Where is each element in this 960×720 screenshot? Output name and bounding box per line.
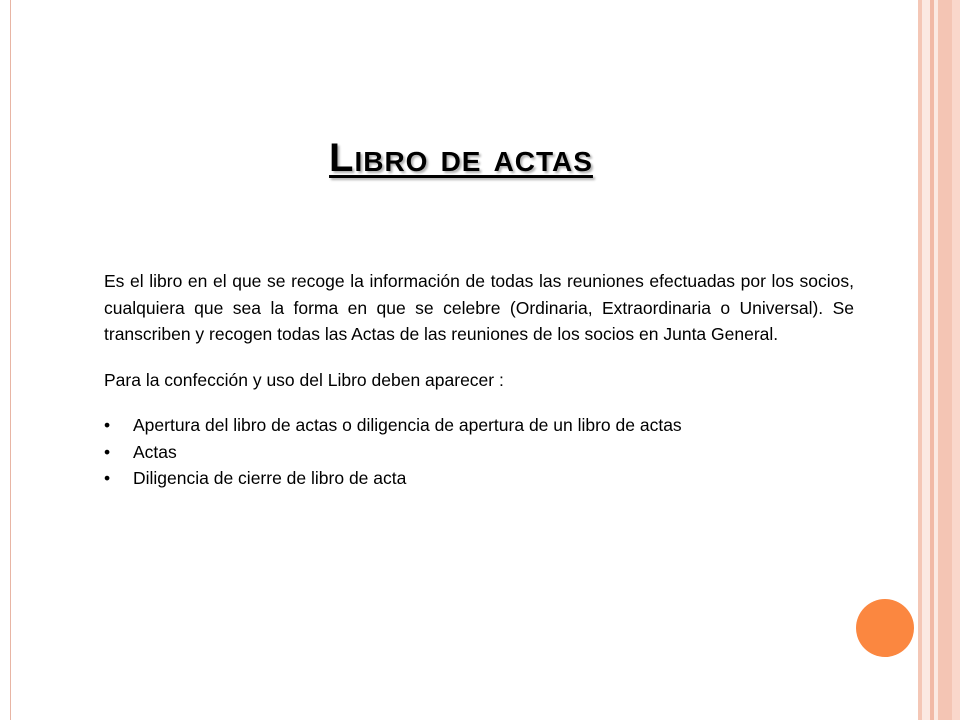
requirements-list bbox=[104, 412, 854, 492]
stripe bbox=[922, 0, 930, 720]
stripe bbox=[938, 0, 952, 720]
body-paragraph-requirements: Para la confección y uso del Libro deben aparecer : bbox=[104, 369, 504, 390]
bullet-icon: • bbox=[104, 468, 111, 488]
right-decorative-stripes bbox=[918, 0, 960, 720]
left-border-line bbox=[10, 0, 11, 720]
slide-body bbox=[104, 268, 854, 492]
list-item-text: Apertura del libro de actas o diligencia de apertura de un libro de actas bbox=[133, 415, 682, 435]
list-item bbox=[104, 465, 854, 492]
list-item-text: Actas bbox=[133, 441, 177, 462]
stripe bbox=[952, 0, 960, 720]
bullet-icon: • bbox=[104, 415, 111, 435]
bullet-icon: • bbox=[104, 441, 111, 462]
slide-title: Libro de actas bbox=[329, 136, 593, 180]
list-item bbox=[104, 439, 854, 466]
orange-circle-decoration bbox=[856, 599, 914, 657]
list-item-text: Diligencia de cierre de libro de acta bbox=[133, 468, 407, 488]
body-paragraph-definition: Es el libro en el que se recoge la información de todas las reuniones efectuadas por los socios, cualquiera que sea la forma en que se celebre (Ordinaria, Extraordinaria o Universal). Se transcriben y recogen todas las Actas de las reuniones de los socios en Junta General. bbox=[104, 271, 854, 344]
list-item bbox=[104, 412, 854, 439]
